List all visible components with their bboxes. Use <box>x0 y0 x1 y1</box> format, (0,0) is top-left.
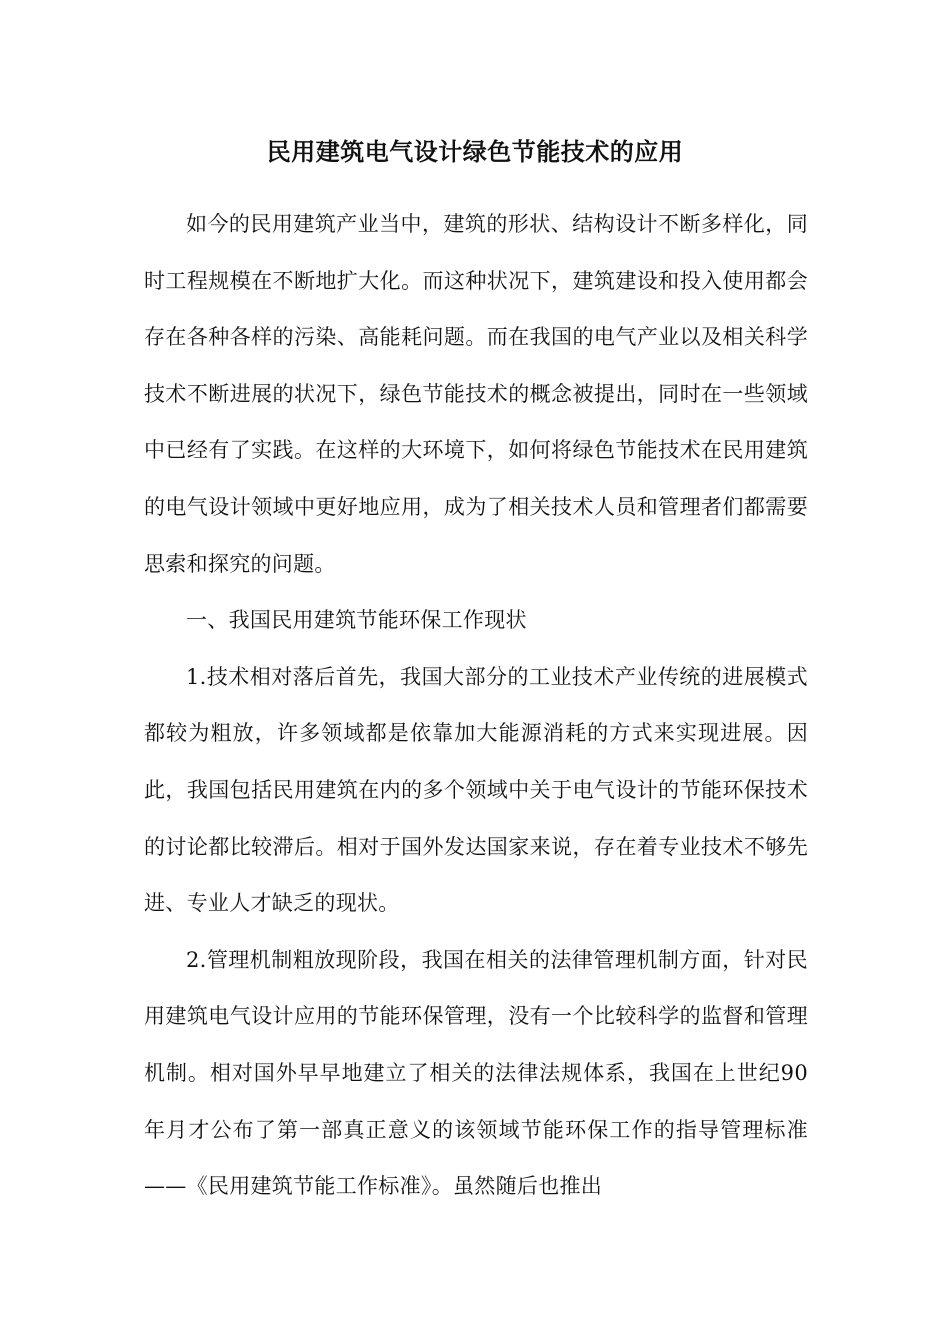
document-title: 民用建筑电气设计绿色节能技术的应用 <box>266 138 684 166</box>
paragraph-technology: 1.技术相对落后首先，我国大部分的工业技术产业传统的进展模式都较为粗放，许多领域都是依靠加大能源消耗的方式来实现进展。因此，我国包括民用建筑在内的多个领域中关于电气设计的节能环保技术的讨论都比较滞后。相对于国外发达国家来说，存在着专业技术不够先进、专业人才缺乏的现状。 <box>144 664 808 916</box>
intro-paragraph: 如今的民用建筑产业当中，建筑的形状、结构设计不断多样化，同时工程规模在不断地扩大化。而这种状况下，建筑建设和投入使用都会存在各种各样的污染、高能耗问题。而在我国的电气产业以及相关科学技术不断进展的状况下，绿色节能技术的概念被提出，同时在一些领域中已经有了实践。在这样的大环境下，如何将绿色节能技术在民用建筑的电气设计领域中更好地应用，成为了相关技术人员和管理者们都需要思索和探究的问题。 <box>144 212 808 576</box>
document-body <box>144 196 808 1215</box>
paragraph-management: 2.管理机制粗放现阶段，我国在相关的法律管理机制方面，针对民用建筑电气设计应用的节能环保管理，没有一个比较科学的监督和管理机制。相对国外早早地建立了相关的法律法规体系，我国在上世纪90年月才公布了第一部真正意义的该领域节能环保工作的指导管理标准——《民用建筑节能工作标准》。虽然随后也推出 <box>144 947 808 1199</box>
section-heading: 一、我国民用建筑节能环保工作现状 <box>186 608 527 633</box>
